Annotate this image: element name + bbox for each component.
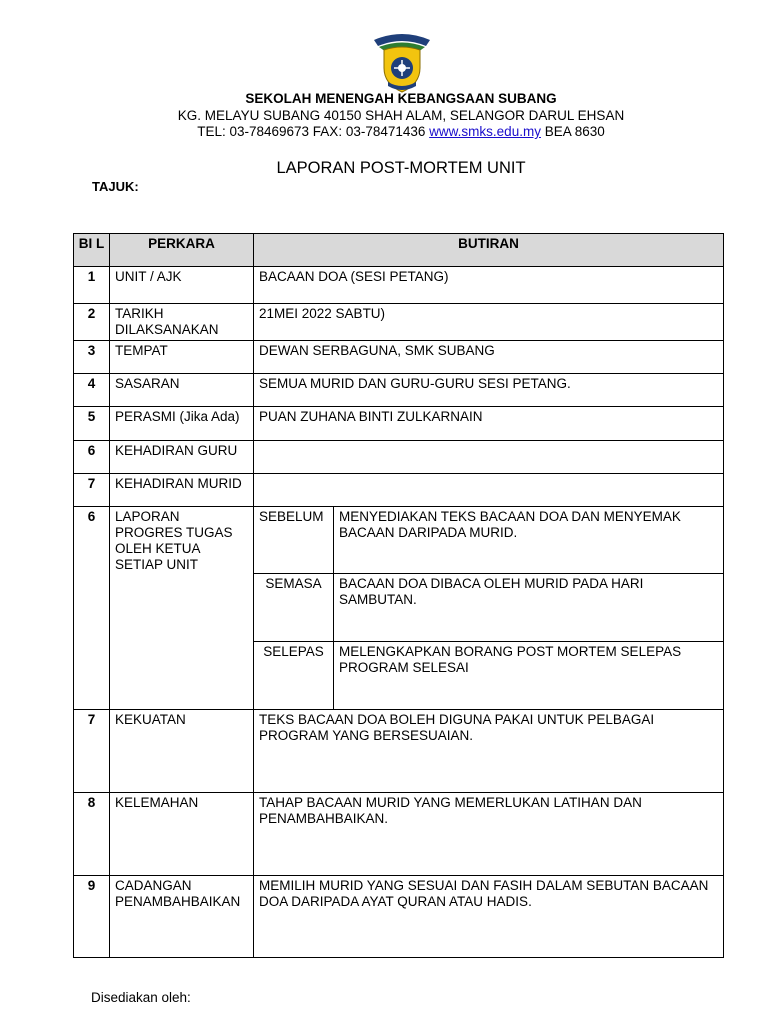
row-perkara: KEKUATAN: [110, 710, 254, 793]
row-bil: 9: [74, 876, 110, 958]
table-row: [74, 876, 724, 958]
row-bil: 8: [74, 793, 110, 876]
table-row: [74, 441, 724, 474]
row-butiran: [254, 474, 724, 507]
row-butiran: SEMUA MURID DAN GURU-GURU SESI PETANG.: [254, 374, 724, 407]
row-perkara: PERASMI (Jika Ada): [110, 407, 254, 441]
school-crest-icon: [370, 32, 434, 94]
progress-text: MENYEDIAKAN TEKS BACAAN DOA DAN MENYEMAK BACAAN DARIPADA MURID.: [334, 507, 724, 574]
contact-numbers: TEL: 03-78469673 FAX: 03-78471436: [197, 124, 426, 139]
header-perkara: PERKARA: [110, 234, 254, 267]
row-butiran: TAHAP BACAAN MURID YANG MEMERLUKAN LATIHAN DAN PENAMBAHBAIKAN.: [254, 793, 724, 876]
row-bil: 1: [74, 267, 110, 304]
prepared-by-label: Disediakan oleh:: [91, 990, 191, 1005]
row-perkara: TARIKH DILAKSANAKAN: [110, 304, 254, 341]
table-row: [74, 341, 724, 374]
row-bil: 4: [74, 374, 110, 407]
header-bil: BI L: [74, 234, 110, 267]
row-butiran: PUAN ZUHANA BINTI ZULKARNAIN: [254, 407, 724, 441]
row-bil: 6: [74, 441, 110, 474]
row-butiran: TEKS BACAAN DOA BOLEH DIGUNA PAKAI UNTUK PELBAGAI PROGRAM YANG BERSESUAIAN.: [254, 710, 724, 793]
row-perkara: SASARAN: [110, 374, 254, 407]
website-link[interactable]: www.smks.edu.my: [429, 124, 541, 139]
row-butiran: BACAAN DOA (SESI PETANG): [254, 267, 724, 304]
school-address: KG. MELAYU SUBANG 40150 SHAH ALAM, SELANGOR DARUL EHSAN: [177, 108, 625, 123]
row-perkara: KEHADIRAN GURU: [110, 441, 254, 474]
table-row: [74, 304, 724, 341]
table-row: [74, 710, 724, 793]
row-bil: 2: [74, 304, 110, 341]
table-row: [74, 474, 724, 507]
document-title: LAPORAN POST-MORTEM UNIT: [276, 159, 526, 177]
school-contact: [0, 124, 768, 139]
row-perkara: TEMPAT: [110, 341, 254, 374]
report-table: [73, 233, 724, 958]
row-butiran: DEWAN SERBAGUNA, SMK SUBANG: [254, 341, 724, 374]
row-butiran: [254, 441, 724, 474]
table-header-row: [74, 234, 724, 267]
header-butiran: BUTIRAN: [254, 234, 724, 267]
row-bil: 7: [74, 474, 110, 507]
progress-phase: SELEPAS: [254, 642, 334, 710]
tajuk-label: TAJUK:: [92, 179, 139, 194]
progress-row: [74, 507, 724, 574]
progress-phase: SEBELUM: [254, 507, 334, 574]
row-perkara: UNIT / AJK: [110, 267, 254, 304]
row-bil: 7: [74, 710, 110, 793]
table-row: [74, 267, 724, 304]
row-perkara: KEHADIRAN MURID: [110, 474, 254, 507]
row-bil: 5: [74, 407, 110, 441]
progress-phase: SEMASA: [254, 574, 334, 642]
progress-bil: 6: [74, 507, 110, 710]
school-name: SEKOLAH MENENGAH KEBANGSAAN SUBANG: [245, 91, 557, 106]
row-butiran: MEMILIH MURID YANG SESUAI DAN FASIH DALAM SEBUTAN BACAAN DOA DARIPADA AYAT QURAN ATAU HADIS.: [254, 876, 724, 958]
row-butiran: 21MEI 2022 SABTU): [254, 304, 724, 341]
school-code: BEA 8630: [544, 124, 605, 139]
progress-perkara: LAPORAN PROGRES TUGAS OLEH KETUA SETIAP UNIT: [110, 507, 254, 710]
table-row: [74, 374, 724, 407]
progress-text: MELENGKAPKAN BORANG POST MORTEM SELEPAS PROGRAM SELESAI: [334, 642, 724, 710]
row-perkara: CADANGAN PENAMBAHBAIKAN: [110, 876, 254, 958]
table-row: [74, 407, 724, 441]
row-perkara: KELEMAHAN: [110, 793, 254, 876]
table-row: [74, 793, 724, 876]
progress-text: BACAAN DOA DIBACA OLEH MURID PADA HARI SAMBUTAN.: [334, 574, 724, 642]
row-bil: 3: [74, 341, 110, 374]
